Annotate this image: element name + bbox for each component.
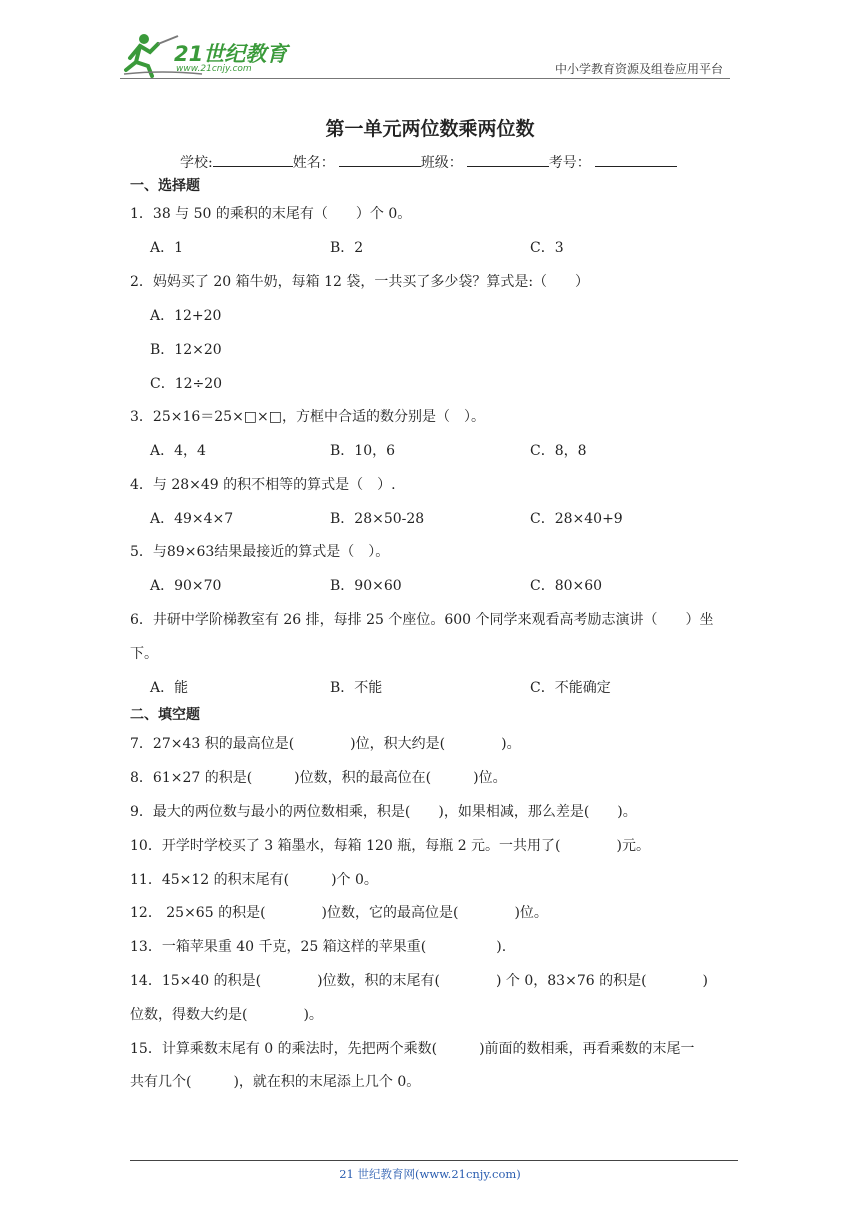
class-label: 班级： (420, 155, 463, 171)
school-label: 学校: (180, 155, 213, 171)
q3-option-a: A．4，4 (150, 443, 206, 459)
question-8: 8．61×27 的积是( )位数，积的最高位在( )位。 (130, 770, 507, 786)
q5-option-c: C．80×60 (530, 578, 603, 594)
question-13: 13．一箱苹果重 40 千克，25 箱这样的苹果重( ). (130, 939, 507, 955)
header-divider (120, 78, 730, 79)
page-title: 第一单元两位数乘两位数 (325, 118, 535, 140)
q1-option-a: A．1 (150, 240, 184, 256)
question-9: 9．最大的两位数与最小的两位数相乘，积是( )，如果相减，那么差是( )。 (130, 804, 637, 820)
question-14-line-2: 位数，得数大约是( )。 (130, 1007, 323, 1023)
section-fill: 二、填空题 (130, 707, 200, 723)
question-11: 11．45×12 的积末尾有( )个 0。 (130, 872, 378, 888)
q2-option-a: A．12+20 (150, 308, 222, 324)
question-5: 5．与89×63结果最接近的算式是（ ）。 (130, 544, 390, 560)
footer-divider (130, 1160, 738, 1161)
logo-url: www.21cnjy.com (176, 64, 252, 74)
question-7: 7．27×43 积的最高位是( )位，积大约是( )。 (130, 736, 521, 752)
question-1: 1．38 与 50 的乘积的末尾有（ ）个 0。 (130, 206, 412, 222)
name-blank[interactable] (339, 152, 421, 167)
name-label: 姓名： (292, 155, 335, 171)
question-15-line-2: 共有几个( )，就在积的末尾添上几个 0。 (130, 1074, 421, 1090)
logo-text: 21世纪教育 (174, 42, 288, 66)
question-6-line-2: 下。 (130, 646, 158, 662)
question-10: 10．开学时学校买了 3 箱墨水，每箱 120 瓶，每瓶 2 元。一共用了( )元。 (130, 838, 650, 854)
q4-option-a: A．49×4×7 (150, 511, 234, 527)
platform-name: 中小学教育资源及组卷应用平台 (554, 62, 723, 76)
q6-option-b: B．不能 (330, 680, 383, 696)
q3-option-c: C．8，8 (530, 443, 587, 459)
q4-option-c: C．28×40+9 (530, 511, 623, 527)
question-12: 12． 25×65 的积是( )位数，它的最高位是( )位。 (130, 905, 548, 921)
q6-option-c: C．不能确定 (530, 680, 611, 696)
footer-link[interactable]: 21 世纪教育网(www.21cnjy.com) (339, 1167, 521, 1181)
student-info (180, 152, 677, 172)
q6-option-a: A．能 (150, 680, 189, 696)
exam-no-blank[interactable] (595, 152, 677, 167)
section-choice: 一、选择题 (130, 178, 200, 194)
question-14-line-1: 14．15×40 的积是( )位数，积的末尾有( ) 个 0，83×76 的积是( ) (130, 973, 709, 989)
question-6-line-1: 6．井研中学阶梯教室有 26 排，每排 25 个座位。600 个同学来观看高考励志演讲（ ）坐 (130, 612, 714, 628)
question-15-line-1: 15．计算乘数末尾有 0 的乘法时，先把两个乘数( )前面的数相乘，再看乘数的末尾一 (130, 1041, 695, 1057)
q1-option-c: C．3 (530, 240, 564, 256)
question-4: 4．与 28×49 的积不相等的算式是（ ）. (130, 477, 396, 493)
question-2: 2．妈妈买了 20 箱牛奶，每箱 12 袋，一共买了多少袋？算式是:（ ） (130, 274, 590, 290)
q5-option-a: A．90×70 (150, 578, 222, 594)
exam-no-label: 考号： (548, 155, 591, 171)
q4-option-b: B．28×50-28 (330, 511, 425, 527)
site-logo (122, 30, 292, 78)
class-blank[interactable] (467, 152, 549, 167)
q2-option-c: C．12÷20 (150, 376, 223, 392)
q2-option-b: B．12×20 (150, 342, 222, 358)
q3-option-b: B．10，6 (330, 443, 396, 459)
question-3: 3．25×16＝25×□×□，方框中合适的数分别是（ ）。 (130, 409, 485, 425)
school-blank[interactable] (213, 152, 293, 167)
q5-option-b: B．90×60 (330, 578, 402, 594)
q1-option-b: B．2 (330, 240, 364, 256)
